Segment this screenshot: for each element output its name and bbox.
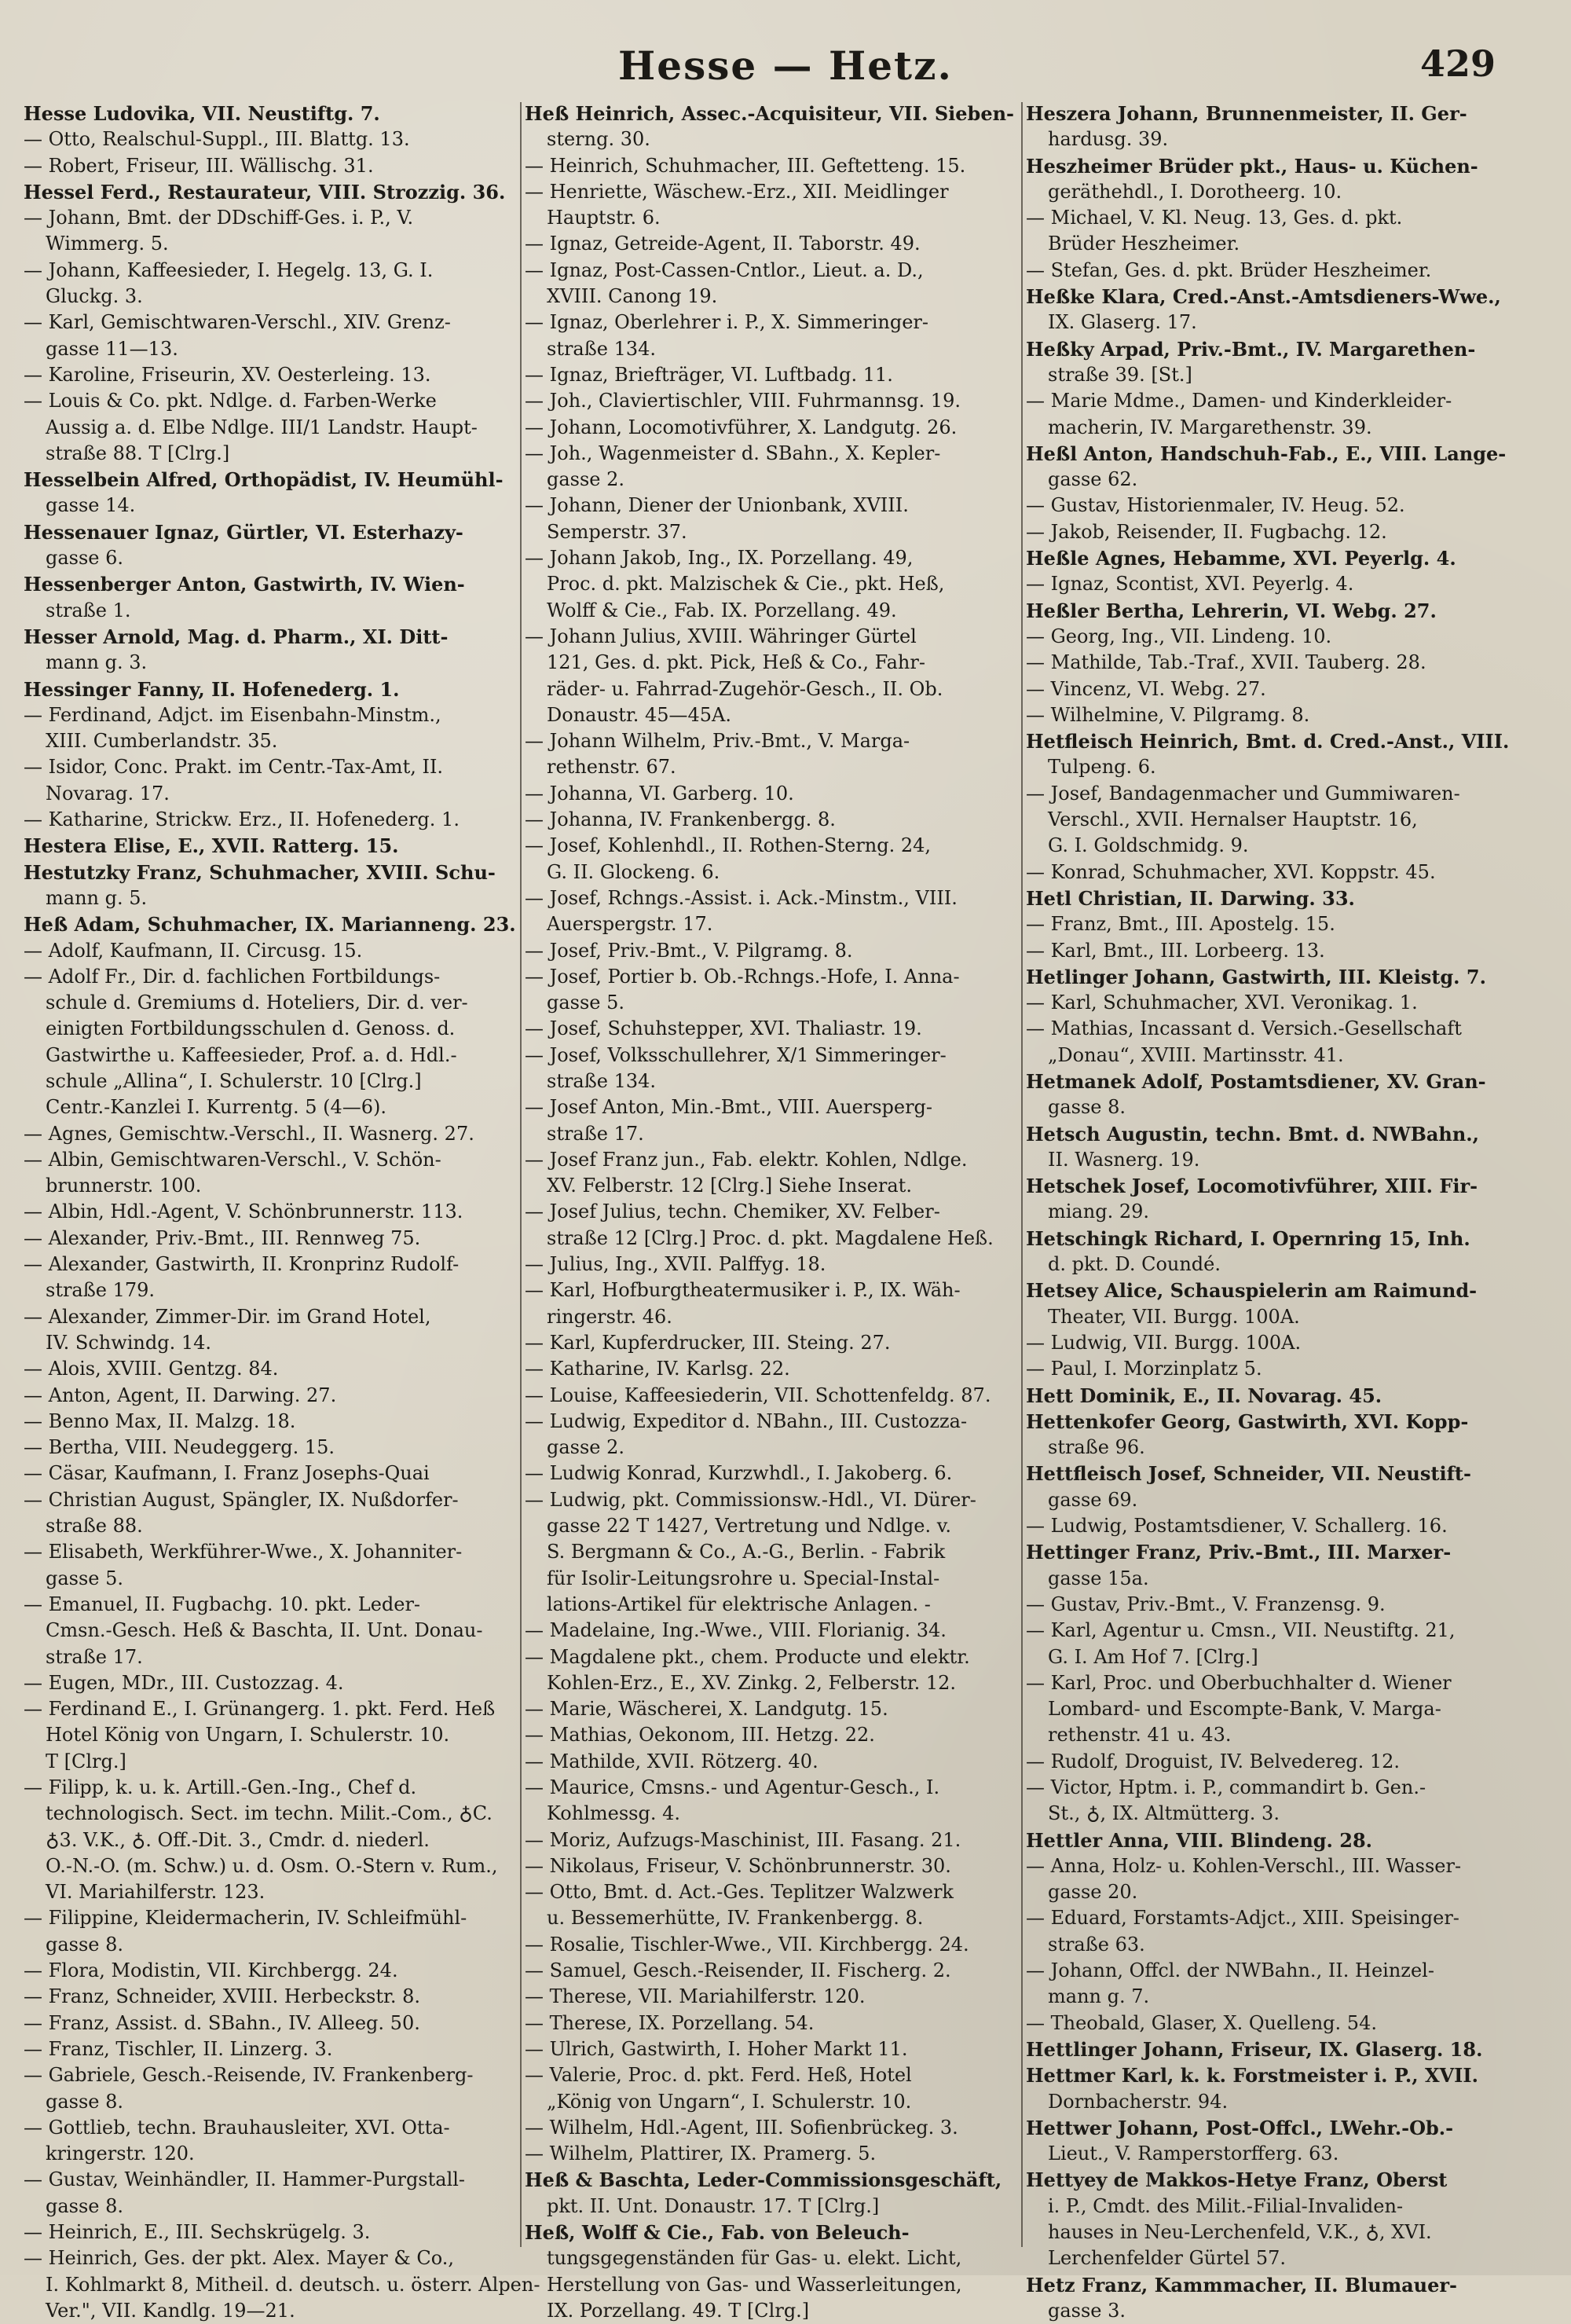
surname-entry: Hetfleisch Heinrich, Bmt. d. Cred.-Anst., VIII. <box>1026 730 1510 753</box>
entry-continuation: straße 17. <box>547 1122 644 1145</box>
directory-entry: — Gustav, Priv.-Bmt., V. Franzensg. 9. <box>1026 1593 1386 1615</box>
directory-entry: — Ignaz, Scontist, XVI. Peyerlg. 4. <box>1026 573 1354 596</box>
directory-entry: — Adolf Fr., Dir. d. fachlichen Fortbildungs- <box>24 965 441 988</box>
surname-entry: Hetsey Alice, Schauspielerin am Raimund- <box>1026 1279 1478 1303</box>
entry-continuation: S. Bergmann & Co., A.-G., Berlin. - Fabrik <box>547 1541 946 1563</box>
directory-entry: — Johann, Diener der Unionbank, XVIII. <box>525 494 909 517</box>
directory-entry: — Louise, Kaffeesiederin, VII. Schottenfeldg. 87. <box>525 1384 991 1406</box>
entry-continuation: gasse 8. <box>46 2090 124 2113</box>
entry-continuation: straße 96. <box>1048 1436 1145 1459</box>
directory-entry: — Ignaz, Oberlehrer i. P., X. Simmeringer- <box>525 311 929 334</box>
directory-entry: — Josef, Schuhstepper, XVI. Thaliastr. 19. <box>525 1017 922 1040</box>
entry-continuation: Hotel König von Ungarn, I. Schulerstr. 10. <box>46 1724 450 1747</box>
directory-entry: — Therese, VII. Mariahilferstr. 120. <box>525 1985 866 2008</box>
entry-continuation: gasse 8. <box>46 2194 124 2217</box>
directory-entry: — Stefan, Ges. d. pkt. Brüder Heszheimer. <box>1026 258 1432 281</box>
column-divider <box>520 102 522 2247</box>
entry-continuation: hardusg. 39. <box>1048 128 1169 151</box>
entry-continuation: gasse 20. <box>1048 1881 1138 1904</box>
directory-entry: — Karl, Schuhmacher, XVI. Veronikag. 1. <box>1026 992 1418 1014</box>
surname-entry: Hettler Anna, VIII. Blindeng. 28. <box>1026 1828 1373 1852</box>
surname-entry: Hett Dominik, E., II. Novarag. 45. <box>1026 1384 1382 1407</box>
entry-continuation: u. Bessemerhütte, IV. Frankenbergg. 8. <box>547 1907 924 1930</box>
directory-entry: — Ferdinand, Adjct. im Eisenbahn-Minstm., <box>24 703 441 726</box>
entry-continuation: hauses in Neu-Lerchenfeld, V.K., ♁, XVI. <box>1048 2221 1432 2244</box>
entry-continuation: IX. Glaserg. 17. <box>1048 311 1197 334</box>
directory-entry: — Victor, Hptm. i. P., commandirt b. Gen.- <box>1026 1776 1426 1798</box>
directory-entry: — Gustav, Weinhändler, II. Hammer-Purgstall- <box>24 2168 466 2191</box>
directory-entry: — Ludwig, pkt. Commissionsw.-Hdl., VI. Dürer- <box>525 1488 976 1511</box>
surname-entry: Hessenauer Ignaz, Gürtler, VI. Esterhazy- <box>24 520 463 544</box>
directory-entry: — Elisabeth, Werkführer-Wwe., X. Johanniter- <box>24 1541 463 1563</box>
directory-entry: — Isidor, Conc. Prakt. im Centr.-Tax-Amt, II. <box>24 756 444 779</box>
directory-entry: — Benno Max, II. Malzg. 18. <box>24 1409 296 1432</box>
surname-entry: Hetschingk Richard, I. Opernring 15, Inh. <box>1026 1226 1470 1250</box>
entry-continuation: Novarag. 17. <box>46 782 170 805</box>
entry-continuation: Brüder Heszheimer. <box>1048 233 1240 255</box>
surname-entry: Hettfleisch Josef, Schneider, VII. Neustift- <box>1026 1462 1471 1486</box>
surname-entry: Hettenkofer Georg, Gastwirth, XVI. Kopp- <box>1026 1409 1469 1433</box>
directory-entry: — Eugen, MDr., III. Custozzag. 4. <box>24 1671 344 1694</box>
directory-entry: — Alexander, Priv.-Bmt., III. Rennweg 75. <box>24 1226 421 1249</box>
directory-entry: — Rudolf, Droguist, IV. Belvedereg. 12. <box>1026 1750 1400 1772</box>
entry-continuation: tungsgegenständen für Gas- u. elekt. Licht, <box>547 2247 962 2270</box>
entry-continuation: Wimmerg. 5. <box>46 233 169 255</box>
page-title: Hesse — Hetz. <box>618 42 953 89</box>
entry-continuation: Lombard- und Escompte-Bank, V. Marga- <box>1048 1698 1441 1721</box>
surname-entry: Hettmer Karl, k. k. Forstmeister i. P., XVII. <box>1026 2064 1478 2088</box>
surname-entry: Heßler Bertha, Lehrerin, VI. Webg. 27. <box>1026 599 1437 622</box>
surname-entry: Hetmanek Adolf, Postamtsdiener, XV. Gran- <box>1026 1069 1486 1093</box>
entry-continuation: für Isolir-Leitungsrohre u. Special-Instal- <box>547 1567 940 1589</box>
entry-continuation: II. Wasnerg. 19. <box>1048 1148 1200 1171</box>
entry-continuation: gasse 5. <box>547 992 625 1014</box>
directory-entry: — Ludwig Konrad, Kurzwhdl., I. Jakoberg. 6. <box>525 1462 953 1485</box>
surname-entry: Hettlinger Johann, Friseur, IX. Glaserg. 18. <box>1026 2037 1483 2061</box>
directory-entry: — Maurice, Cmsns.- und Agentur-Gesch., I. <box>525 1776 940 1798</box>
directory-entry: — Nikolaus, Friseur, V. Schönbrunnerstr. 30. <box>525 1854 951 1877</box>
directory-entry: — Johann Julius, XVIII. Währinger Gürtel <box>525 625 917 647</box>
directory-entry: — Alois, XVIII. Gentzg. 84. <box>24 1358 279 1380</box>
surname-entry: Hessenberger Anton, Gastwirth, IV. Wien- <box>24 573 465 596</box>
directory-entry: — Emanuel, II. Fugbachg. 10. pkt. Leder- <box>24 1593 421 1615</box>
directory-entry: — Konrad, Schuhmacher, XVI. Koppstr. 45. <box>1026 860 1436 883</box>
directory-entry: — Johanna, VI. Garberg. 10. <box>525 782 794 805</box>
entry-continuation: T [Clrg.] <box>46 1750 126 1772</box>
entry-continuation: „König von Ungarn“, I. Schulerstr. 10. <box>547 2090 912 2113</box>
entry-continuation: kringerstr. 120. <box>46 2143 195 2165</box>
surname-entry: Hetsch Augustin, techn. Bmt. d. NWBahn., <box>1026 1122 1480 1146</box>
surname-entry: Heßky Arpad, Priv.-Bmt., IV. Margarethen- <box>1026 337 1476 361</box>
directory-entry: — Ferdinand E., I. Grünangerg. 1. pkt. Ferd. Heß <box>24 1698 496 1721</box>
directory-entry: — Henriette, Wäschew.-Erz., XII. Meidlinger <box>525 180 949 203</box>
entry-continuation: Ver.", VII. Kandlg. 19—21. <box>46 2299 295 2322</box>
entry-continuation: G. II. Glockeng. 6. <box>547 860 720 883</box>
surname-entry: Hesser Arnold, Mag. d. Pharm., XI. Ditt- <box>24 625 449 648</box>
entry-continuation: ringerstr. 46. <box>547 1305 672 1328</box>
directory-entry: — Josef Anton, Min.-Bmt., VIII. Auersperg- <box>525 1096 933 1119</box>
directory-entry: — Franz, Tischler, II. Linzerg. 3. <box>24 2037 333 2060</box>
entry-continuation: brunnerstr. 100. <box>46 1175 202 1197</box>
entry-continuation: Donaustr. 45—45A. <box>547 703 732 726</box>
directory-entry: — Ignaz, Post-Cassen-Cntlor., Lieut. a. D., <box>525 258 924 281</box>
directory-entry: — Anton, Agent, II. Darwing. 27. <box>24 1384 337 1406</box>
entry-continuation: I. Kohlmarkt 8, Mitheil. d. deutsch. u. österr. Alpen- <box>46 2273 540 2296</box>
directory-entry: — Karl, Hofburgtheatermusiker i. P., IX. Wäh- <box>525 1279 961 1302</box>
directory-entry: — Johann Wilhelm, Priv.-Bmt., V. Marga- <box>525 730 910 753</box>
entry-continuation: schule d. Gremiums d. Hoteliers, Dir. d. ver- <box>46 992 468 1014</box>
directory-entry: — Johann Jakob, Ing., IX. Porzellang. 49, <box>525 547 914 570</box>
directory-entry: — Heinrich, Schuhmacher, III. Geftetteng. 15. <box>525 154 966 177</box>
directory-column-3 <box>1026 101 1547 2322</box>
entry-continuation: pkt. II. Unt. Donaustr. 17. T [Clrg.] <box>547 2194 880 2217</box>
entry-continuation: 121, Ges. d. pkt. Pick, Heß & Co., Fahr- <box>547 651 925 674</box>
directory-entry: — Karl, Bmt., III. Lorbeerg. 13. <box>1026 939 1325 962</box>
directory-entry: — Magdalene pkt., chem. Producte und elektr. <box>525 1645 970 1668</box>
surname-entry: Heß & Baschta, Leder-Commissionsgeschäft, <box>525 2168 1002 2192</box>
entry-continuation: straße 134. <box>547 337 657 360</box>
entry-continuation: Semperstr. 37. <box>547 520 687 543</box>
entry-continuation: Gluckg. 3. <box>46 285 143 308</box>
directory-entry: — Ludwig, Postamtsdiener, V. Schallerg. 16. <box>1026 1515 1448 1538</box>
directory-entry: — Jakob, Reisender, II. Fugbachg. 12. <box>1026 520 1387 543</box>
directory-entry: — Karoline, Friseurin, XV. Oesterleing. 13. <box>24 363 431 386</box>
directory-entry: — Karl, Agentur u. Cmsn., VII. Neustiftg. 21, <box>1026 1619 1456 1642</box>
entry-continuation: straße 12 [Clrg.] Proc. d. pkt. Magdalene Heß. <box>547 1226 994 1249</box>
surname-entry: Heßke Klara, Cred.-Anst.-Amtsdieners-Wwe., <box>1026 285 1501 309</box>
directory-entry: — Johann, Locomotivführer, X. Landgutg. 26. <box>525 416 958 438</box>
directory-entry: — Gabriele, Gesch.-Reisende, IV. Frankenberg- <box>24 2064 474 2087</box>
entry-continuation: mann g. 3. <box>46 651 148 674</box>
directory-entry: — Karl, Gemischtwaren-Verschl., XIV. Grenz- <box>24 311 451 334</box>
directory-entry: — Marie Mdme., Damen- und Kinderkleider- <box>1026 390 1452 412</box>
entry-continuation: IV. Schwindg. 14. <box>46 1331 212 1354</box>
entry-continuation: Tulpeng. 6. <box>1048 756 1156 779</box>
entry-continuation: macherin, IV. Margarethenstr. 39. <box>1048 416 1372 438</box>
entry-continuation: straße 63. <box>1048 1933 1145 1956</box>
entry-continuation: schule „Allina“, I. Schulerstr. 10 [Clrg.] <box>46 1069 422 1092</box>
directory-entry: — Johann, Bmt. der DDschiff-Ges. i. P., V. <box>24 207 414 229</box>
entry-continuation: Wolff & Cie., Fab. IX. Porzellang. 49. <box>547 599 897 621</box>
directory-entry: — Josef, Volksschullehrer, X/1 Simmeringer- <box>525 1043 947 1066</box>
surname-entry: Hetlinger Johann, Gastwirth, III. Kleistg. 7. <box>1026 965 1486 988</box>
entry-continuation: Centr.-Kanzlei I. Kurrentg. 5 (4—6). <box>46 1096 387 1119</box>
surname-entry: Heszheimer Brüder pkt., Haus- u. Küchen- <box>1026 154 1478 178</box>
directory-entry: — Albin, Hdl.-Agent, V. Schönbrunnerstr. 113. <box>24 1200 463 1223</box>
directory-entry: — Wilhelm, Hdl.-Agent, III. Sofienbrückeg. 3. <box>525 2116 958 2139</box>
entry-continuation: ♁3. V.K., ♁. Off.-Dit. 3., Cmdr. d. niederl. <box>46 1828 430 1851</box>
directory-entry: — Johanna, IV. Frankenbergg. 8. <box>525 808 836 831</box>
directory-entry: — Mathilde, XVII. Rötzerg. 40. <box>525 1750 818 1772</box>
directory-entry: — Josef, Portier b. Ob.-Rchngs.-Hofe, I. Anna- <box>525 965 960 988</box>
directory-entry: — Josef, Rchngs.-Assist. i. Ack.-Minstm., VIII. <box>525 886 958 909</box>
directory-entry: — Flora, Modistin, VII. Kirchbergg. 24. <box>24 1959 398 1982</box>
directory-entry: — Marie, Wäscherei, X. Landgutg. 15. <box>525 1698 888 1721</box>
directory-entry: — Samuel, Gesch.-Reisender, II. Fischerg. 2. <box>525 1959 951 1982</box>
entry-continuation: XV. Felberstr. 12 [Clrg.] Siehe Inserat. <box>547 1175 912 1197</box>
directory-entry: — Katharine, Strickw. Erz., II. Hofenederg. 1. <box>24 808 460 831</box>
entry-continuation: sterng. 30. <box>547 128 650 151</box>
directory-entry: — Otto, Bmt. d. Act.-Ges. Teplitzer Walzwerk <box>525 1881 954 1904</box>
directory-entry: — Gottlieb, techn. Brauhausleiter, XVI. Otta- <box>24 2116 450 2139</box>
entry-continuation: gasse 2. <box>547 468 625 491</box>
surname-entry: Heß Heinrich, Assec.-Acquisiteur, VII. Sieben- <box>525 102 1015 125</box>
entry-continuation: i. P., Cmdt. des Milit.-Filial-Invaliden- <box>1048 2194 1404 2217</box>
entry-continuation: gasse 22 T 1427, Vertretung und Ndlge. v. <box>547 1515 952 1538</box>
entry-continuation: gasse 8. <box>46 1933 124 1956</box>
directory-entry: — Michael, V. Kl. Neug. 13, Ges. d. pkt. <box>1026 207 1403 229</box>
directory-entry: — Robert, Friseur, III. Wällischg. 31. <box>24 154 374 177</box>
directory-entry: — Christian August, Spängler, IX. Nußdorfer- <box>24 1488 459 1511</box>
entry-continuation: gasse 62. <box>1048 468 1138 491</box>
entry-continuation: Proc. d. pkt. Malzischek & Cie., pkt. Heß, <box>547 573 945 596</box>
directory-entry: — Joh., Claviertischler, VIII. Fuhrmannsg. 19. <box>525 390 961 412</box>
entry-continuation: rethenstr. 41 u. 43. <box>1048 1724 1232 1747</box>
directory-entry: — Adolf, Kaufmann, II. Circusg. 15. <box>24 939 363 962</box>
directory-entry: — Franz, Bmt., III. Apostelg. 15. <box>1026 913 1335 936</box>
entry-continuation: straße 88. T [Clrg.] <box>46 442 230 464</box>
entry-continuation: d. pkt. D. Coundé. <box>1048 1253 1221 1276</box>
directory-entry: — Anna, Holz- u. Kohlen-Verschl., III. Wasser- <box>1026 1854 1462 1877</box>
directory-entry: — Moriz, Aufzugs-Maschinist, III. Fasang. 21. <box>525 1828 961 1851</box>
surname-entry: Heß Adam, Schuhmacher, IX. Marianneng. 23. <box>24 913 516 937</box>
entry-continuation: gasse 69. <box>1048 1488 1138 1511</box>
directory-entry: — Heinrich, Ges. der pkt. Alex. Mayer & Co., <box>24 2247 455 2270</box>
entry-continuation: technologisch. Sect. im techn. Milit.-Com., ♁C. <box>46 1802 493 1825</box>
directory-entry: — Mathias, Oekonom, III. Hetzg. 22. <box>525 1724 875 1747</box>
directory-entry: — Josef Julius, techn. Chemiker, XV. Felber- <box>525 1200 940 1223</box>
directory-entry: — Filippine, Kleidermacherin, IV. Schleifmühl- <box>24 1907 467 1930</box>
directory-entry: — Johann, Kaffeesieder, I. Hegelg. 13, G. I. <box>24 258 434 281</box>
surname-entry: Heßle Agnes, Hebamme, XVI. Peyerlg. 4. <box>1026 547 1456 570</box>
surname-entry: Hetl Christian, II. Darwing. 33. <box>1026 886 1355 910</box>
directory-entry: — Ludwig, Expeditor d. NBahn., III. Custozza- <box>525 1409 968 1432</box>
entry-continuation: straße 39. [St.] <box>1048 363 1192 386</box>
surname-entry: Hettwer Johann, Post-Offcl., LWehr.-Ob.- <box>1026 2116 1454 2139</box>
directory-entry: — Filipp, k. u. k. Artill.-Gen.-Ing., Chef d. <box>24 1776 417 1798</box>
surname-entry: Heßl Anton, Handschuh-Fab., E., VIII. Lange- <box>1026 442 1507 465</box>
entry-continuation: mann g. 5. <box>46 886 148 909</box>
entry-continuation: Cmsn.-Gesch. Heß & Baschta, II. Unt. Donau- <box>46 1619 483 1642</box>
entry-continuation: Verschl., XVII. Hernalser Hauptstr. 16, <box>1048 808 1418 831</box>
surname-entry: Hessel Ferd., Restaurateur, VIII. Strozzig. 36. <box>24 180 506 203</box>
entry-continuation: straße 1. <box>46 599 131 621</box>
directory-entry: — Wilhelmine, V. Pilgramg. 8. <box>1026 703 1310 726</box>
directory-entry: — Agnes, Gemischtw.-Verschl., II. Wasnerg. 27. <box>24 1122 474 1145</box>
entry-continuation: gasse 15a. <box>1048 1567 1149 1589</box>
entry-continuation: Aussig a. d. Elbe Ndlge. III/1 Landstr. Haupt- <box>46 416 478 438</box>
directory-entry: — Wilhelm, Plattirer, IX. Pramerg. 5. <box>525 2143 877 2165</box>
directory-entry: — Ignaz, Getreide-Agent, II. Taborstr. 49. <box>525 233 921 255</box>
directory-entry: — Alexander, Zimmer-Dir. im Grand Hotel, <box>24 1305 431 1328</box>
directory-entry: — Josef, Kohlenhdl., II. Rothen-Sterng. 24, <box>525 834 932 857</box>
entry-continuation: G. I. Am Hof 7. [Clrg.] <box>1048 1645 1258 1668</box>
directory-entry: — Heinrich, E., III. Sechskrügelg. 3. <box>24 2221 371 2244</box>
directory-entry: — Valerie, Proc. d. pkt. Ferd. Heß, Hotel <box>525 2064 912 2087</box>
entry-continuation: Lieut., V. Ramperstorfferg. 63. <box>1048 2143 1339 2165</box>
entry-continuation: Dornbacherstr. 94. <box>1048 2090 1229 2113</box>
directory-entry: — Theobald, Glaser, X. Quelleng. 54. <box>1026 2011 1377 2034</box>
directory-entry: — Albin, Gemischtwaren-Verschl., V. Schön- <box>24 1148 441 1171</box>
page-header <box>0 38 1571 101</box>
directory-entry: — Madelaine, Ing.-Wwe., VIII. Florianig. 34. <box>525 1619 947 1642</box>
directory-entry: — Louis & Co. pkt. Ndlge. d. Farben-Werke <box>24 390 437 412</box>
directory-entry: — Georg, Ing., VII. Lindeng. 10. <box>1026 625 1332 647</box>
directory-entry: — Franz, Assist. d. SBahn., IV. Alleeg. 50. <box>24 2011 420 2034</box>
entry-continuation: geräthehdl., I. Dorotheerg. 10. <box>1048 180 1342 203</box>
directory-entry: — Otto, Realschul-Suppl., III. Blattg. 13. <box>24 128 410 151</box>
entry-continuation: Theater, VII. Burgg. 100A. <box>1048 1305 1300 1328</box>
entry-continuation: Auerspergstr. 17. <box>547 913 713 936</box>
entry-continuation: räder- u. Fahrrad-Zugehör-Gesch., II. Ob. <box>547 677 943 700</box>
surname-entry: Hetz Franz, Kammmacher, II. Blumauer- <box>1026 2273 1457 2297</box>
surname-entry: Hestutzky Franz, Schuhmacher, XVIII. Schu- <box>24 860 496 884</box>
directory-entry: — Mathias, Incassant d. Versich.-Gesellschaft <box>1026 1017 1462 1040</box>
entry-continuation: gasse 2. <box>547 1436 625 1459</box>
directory-entry: — Alexander, Gastwirth, II. Kronprinz Rudolf- <box>24 1253 460 1276</box>
directory-entry: — Johann, Offcl. der NWBahn., II. Heinzel- <box>1026 1959 1434 1982</box>
directory-entry: — Bertha, VIII. Neudeggerg. 15. <box>24 1436 335 1459</box>
entry-continuation: gasse 6. <box>46 547 124 570</box>
surname-entry: Heß, Wolff & Cie., Fab. von Beleuch- <box>525 2221 910 2245</box>
entry-continuation: gasse 11—13. <box>46 337 178 360</box>
entry-continuation: Kohlen-Erz., E., XV. Zinkg. 2, Felberstr. 12. <box>547 1671 957 1694</box>
entry-continuation: gasse 5. <box>46 1567 124 1589</box>
surname-entry: Hesse Ludovika, VII. Neustiftg. 7. <box>24 102 380 125</box>
directory-entry: — Vincenz, VI. Webg. 27. <box>1026 677 1266 700</box>
directory-column-2 <box>525 101 1020 2322</box>
entry-continuation: straße 179. <box>46 1279 156 1302</box>
entry-continuation: Gastwirthe u. Kaffeesieder, Prof. a. d. Hdl.- <box>46 1043 457 1066</box>
entry-continuation: „Donau“, XVIII. Martinsstr. 41. <box>1048 1043 1344 1066</box>
entry-continuation: lations-Artikel für elektrische Anlagen. - <box>547 1593 931 1615</box>
entry-continuation: gasse 14. <box>46 494 136 517</box>
column-divider <box>1021 102 1023 2247</box>
entry-continuation: IX. Porzellang. 49. T [Clrg.] <box>547 2299 810 2322</box>
entry-continuation: straße 17. <box>46 1645 143 1668</box>
directory-entry: — Gustav, Historienmaler, IV. Heug. 52. <box>1026 494 1405 517</box>
entry-continuation: Herstellung von Gas- und Wasserleitungen, <box>547 2273 962 2296</box>
entry-continuation: gasse 3. <box>1048 2299 1126 2322</box>
entry-continuation: mann g. 7. <box>1048 1985 1150 2008</box>
directory-entry: — Joh., Wagenmeister d. SBahn., X. Kepler- <box>525 442 941 464</box>
directory-entry: — Josef, Priv.-Bmt., V. Pilgramg. 8. <box>525 939 853 962</box>
directory-entry: — Ulrich, Gastwirth, I. Hoher Markt 11. <box>525 2037 908 2060</box>
entry-continuation: O.-N.-O. (m. Schw.) u. d. Osm. O.-Stern v. Rum., <box>46 1854 498 1877</box>
directory-entry: — Rosalie, Tischler-Wwe., VII. Kirchbergg. 24. <box>525 1933 969 1956</box>
surname-entry: Hesselbein Alfred, Orthopädist, IV. Heumühl- <box>24 468 504 492</box>
surname-entry: Heszera Johann, Brunnenmeister, II. Ger- <box>1026 102 1467 125</box>
directory-entry: — Eduard, Forstamts-Adjct., XIII. Speisinger- <box>1026 1907 1459 1930</box>
directory-entry: — Katharine, IV. Karlsg. 22. <box>525 1358 790 1380</box>
entry-continuation: miang. 29. <box>1048 1200 1149 1223</box>
directory-entry: — Josef Franz jun., Fab. elektr. Kohlen, Ndlge. <box>525 1148 968 1171</box>
entry-continuation: St., ♁, IX. Altmütterg. 3. <box>1048 1802 1280 1825</box>
directory-entry: — Ludwig, VII. Burgg. 100A. <box>1026 1331 1302 1354</box>
entry-continuation: Lerchenfelder Gürtel 57. <box>1048 2247 1287 2270</box>
entry-continuation: straße 88. <box>46 1515 143 1538</box>
surname-entry: Hetschek Josef, Locomotivführer, XIII. Fir- <box>1026 1175 1478 1198</box>
entry-continuation: Kohlmessg. 4. <box>547 1802 680 1825</box>
page-number: 429 <box>1419 42 1496 85</box>
directory-entry: — Mathilde, Tab.-Traf., XVII. Tauberg. 28. <box>1026 651 1426 674</box>
directory-entry: — Josef, Bandagenmacher und Gummiwaren- <box>1026 782 1460 805</box>
entry-continuation: rethenstr. 67. <box>547 756 676 779</box>
surname-entry: Hettinger Franz, Priv.-Bmt., III. Marxer- <box>1026 1541 1452 1564</box>
directory-entry: — Cäsar, Kaufmann, I. Franz Josephs-Quai <box>24 1462 430 1485</box>
directory-entry: — Karl, Proc. und Oberbuchhalter d. Wiener <box>1026 1671 1452 1694</box>
surname-entry: Hestera Elise, E., XVII. Ratterg. 15. <box>24 834 399 858</box>
entry-continuation: VI. Mariahilferstr. 123. <box>46 1881 265 1904</box>
directory-entry: — Therese, IX. Porzellang. 54. <box>525 2011 815 2034</box>
surname-entry: Hettyey de Makkos-Hetye Franz, Oberst <box>1026 2168 1448 2192</box>
entry-continuation: Hauptstr. 6. <box>547 207 661 229</box>
surname-entry: Hessinger Fanny, II. Hofenederg. 1. <box>24 677 400 701</box>
directory-entry: — Franz, Schneider, XVIII. Herbeckstr. 8. <box>24 1985 420 2008</box>
directory-entry: — Ignaz, Briefträger, VI. Luftbadg. 11. <box>525 363 893 386</box>
directory-column-1 <box>24 101 540 2322</box>
entry-continuation: einigten Fortbildungsschulen d. Genoss. d. <box>46 1017 456 1040</box>
directory-entry: — Julius, Ing., XVII. Palffyg. 18. <box>525 1253 826 1276</box>
directory-entry: — Paul, I. Morzinplatz 5. <box>1026 1358 1262 1380</box>
entry-continuation: XIII. Cumberlandstr. 35. <box>46 730 278 753</box>
entry-continuation: straße 134. <box>547 1069 657 1092</box>
entry-continuation: XVIII. Canong 19. <box>547 285 718 308</box>
entry-continuation: gasse 8. <box>1048 1096 1126 1119</box>
entry-continuation: G. I. Goldschmidg. 9. <box>1048 834 1249 857</box>
directory-entry: — Karl, Kupferdrucker, III. Steing. 27. <box>525 1331 891 1354</box>
